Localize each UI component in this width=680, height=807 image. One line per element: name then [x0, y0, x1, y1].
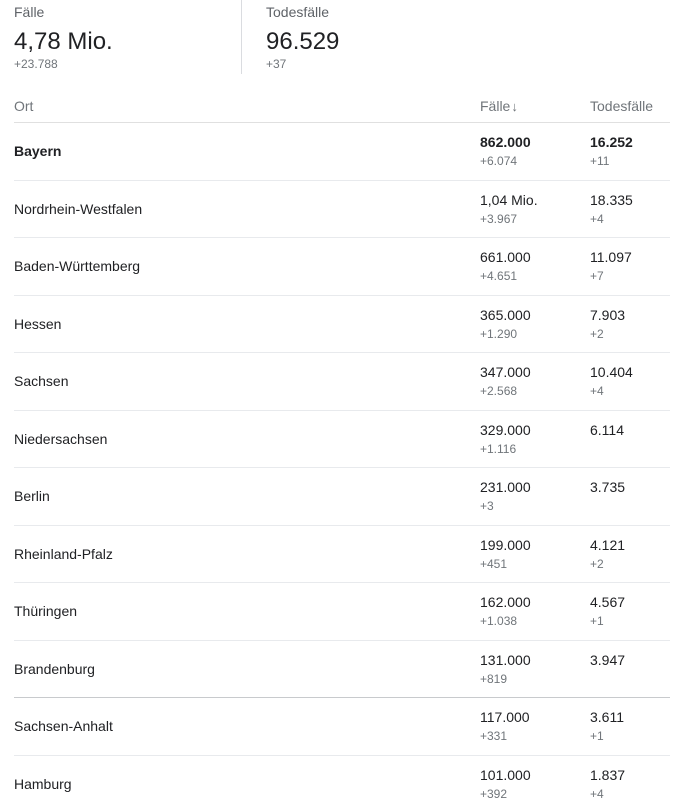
deaths-cell [590, 306, 625, 342]
cases-delta: +1.290 [480, 326, 518, 341]
deaths-cell [590, 708, 624, 744]
cases-value: 131.000 [480, 651, 531, 668]
deaths-value: 4.121 [590, 536, 626, 553]
column-header-place[interactable]: Ort [14, 98, 34, 114]
table-row[interactable] [14, 123, 670, 181]
deaths-value: 10.404 [590, 364, 633, 380]
deaths-value: 4.567 [590, 594, 626, 610]
cases-value: 101.000 [480, 766, 531, 783]
deaths-cell [590, 421, 624, 441]
deaths-value: 3.611 [590, 709, 624, 725]
region-name: Nordrhein-Westfalen [14, 200, 143, 217]
deaths-value: 6.114 [590, 421, 624, 438]
summary-stats [0, 0, 680, 74]
deaths-cell [590, 478, 625, 498]
cases-value: 1,04 Mio. [480, 191, 538, 208]
cases-delta: +4.651 [480, 269, 518, 283]
table-row[interactable] [14, 583, 670, 641]
table-row[interactable] [14, 411, 670, 469]
table-body [14, 123, 670, 807]
deaths-value: 11.097 [590, 249, 632, 265]
cases-delta: +1.116 [480, 441, 517, 456]
deaths-delta: +2 [590, 326, 604, 341]
deaths-value: 7.903 [590, 306, 626, 323]
deaths-summary-delta: +37 [266, 57, 287, 71]
cases-cell [480, 593, 531, 629]
cases-cell [480, 651, 531, 687]
region-name: Rheinland-Pfalz [14, 545, 113, 562]
deaths-delta: +7 [590, 269, 604, 283]
deaths-value: 1.837 [590, 766, 626, 783]
cases-delta: +819 [480, 671, 508, 686]
column-header-cases-label: Fälle [480, 98, 511, 114]
cases-value: 162.000 [480, 594, 531, 610]
deaths-value: 3.735 [590, 479, 626, 495]
region-name: Baden-Württemberg [14, 258, 141, 275]
cases-cell [480, 133, 531, 169]
region-table [14, 88, 670, 807]
cases-delta: +392 [480, 786, 508, 801]
region-name: Thüringen [14, 603, 78, 620]
sort-descending-icon: ↓ [511, 99, 518, 114]
cases-delta: +451 [480, 556, 508, 571]
table-row[interactable] [14, 238, 670, 296]
table-row[interactable] [14, 756, 670, 807]
cases-delta: +2.568 [480, 384, 518, 398]
cases-cell [480, 708, 530, 744]
region-name: Brandenburg [14, 660, 95, 677]
deaths-delta: +1 [590, 614, 604, 628]
deaths-delta: +2 [590, 556, 604, 571]
deaths-value: 18.335 [590, 191, 633, 208]
cases-cell [480, 421, 531, 457]
table-row[interactable] [14, 353, 670, 411]
deaths-cell [590, 593, 625, 629]
region-name: Sachsen-Anhalt [14, 718, 113, 735]
table-header [14, 88, 670, 123]
cases-delta: +6.074 [480, 154, 518, 168]
deaths-cell [590, 651, 625, 671]
deaths-cell [590, 536, 625, 572]
cases-summary-value: 4,78 Mio. [14, 28, 113, 55]
deaths-value: 16.252 [590, 134, 633, 150]
deaths-delta: +4 [590, 384, 604, 398]
cases-value: 347.000 [480, 364, 531, 380]
column-header-cases[interactable] [480, 98, 518, 114]
deaths-cell [590, 248, 632, 284]
cases-value: 329.000 [480, 421, 531, 438]
region-name: Hamburg [14, 776, 72, 793]
table-row[interactable] [14, 698, 670, 756]
cases-cell [480, 766, 531, 802]
cases-summary-delta: +23.788 [14, 57, 58, 71]
cases-cell [480, 191, 538, 227]
deaths-cell [590, 133, 633, 169]
cases-delta: +1.038 [480, 614, 518, 628]
deaths-cell [590, 191, 633, 227]
deaths-value: 3.947 [590, 651, 626, 668]
region-name: Hessen [14, 315, 62, 332]
table-row[interactable] [14, 468, 670, 526]
region-name: Bayern [14, 143, 62, 160]
cases-cell [480, 363, 531, 399]
cases-value: 117.000 [480, 709, 530, 725]
cases-value: 231.000 [480, 479, 531, 495]
deaths-summary-value: 96.529 [266, 28, 340, 55]
cases-value: 365.000 [480, 306, 531, 323]
deaths-delta: +4 [590, 786, 604, 801]
column-header-deaths[interactable]: Todesfälle [590, 98, 654, 114]
cases-delta: +3.967 [480, 211, 518, 226]
cases-cell [480, 248, 531, 284]
region-name: Niedersachsen [14, 430, 108, 447]
summary-divider [241, 0, 242, 74]
deaths-cell [590, 766, 625, 802]
table-row[interactable] [14, 181, 670, 239]
cases-delta: +331 [480, 729, 508, 743]
table-row[interactable] [14, 641, 670, 699]
region-name: Berlin [14, 488, 50, 505]
cases-cell [480, 478, 531, 514]
deaths-delta: +11 [590, 154, 610, 168]
deaths-summary-label: Todesfälle [266, 4, 330, 20]
cases-value: 862.000 [480, 134, 531, 150]
cases-delta: +3 [480, 499, 494, 513]
table-row[interactable] [14, 296, 670, 354]
cases-cell [480, 536, 531, 572]
cases-value: 199.000 [480, 536, 531, 553]
table-row[interactable] [14, 526, 670, 584]
deaths-summary [266, 0, 566, 74]
deaths-cell [590, 363, 633, 399]
cases-summary [14, 0, 240, 74]
cases-value: 661.000 [480, 249, 531, 265]
cases-cell [480, 306, 531, 342]
cases-summary-label: Fälle [14, 4, 45, 20]
region-name: Sachsen [14, 373, 69, 390]
deaths-delta: +1 [590, 729, 604, 743]
deaths-delta: +4 [590, 211, 604, 226]
